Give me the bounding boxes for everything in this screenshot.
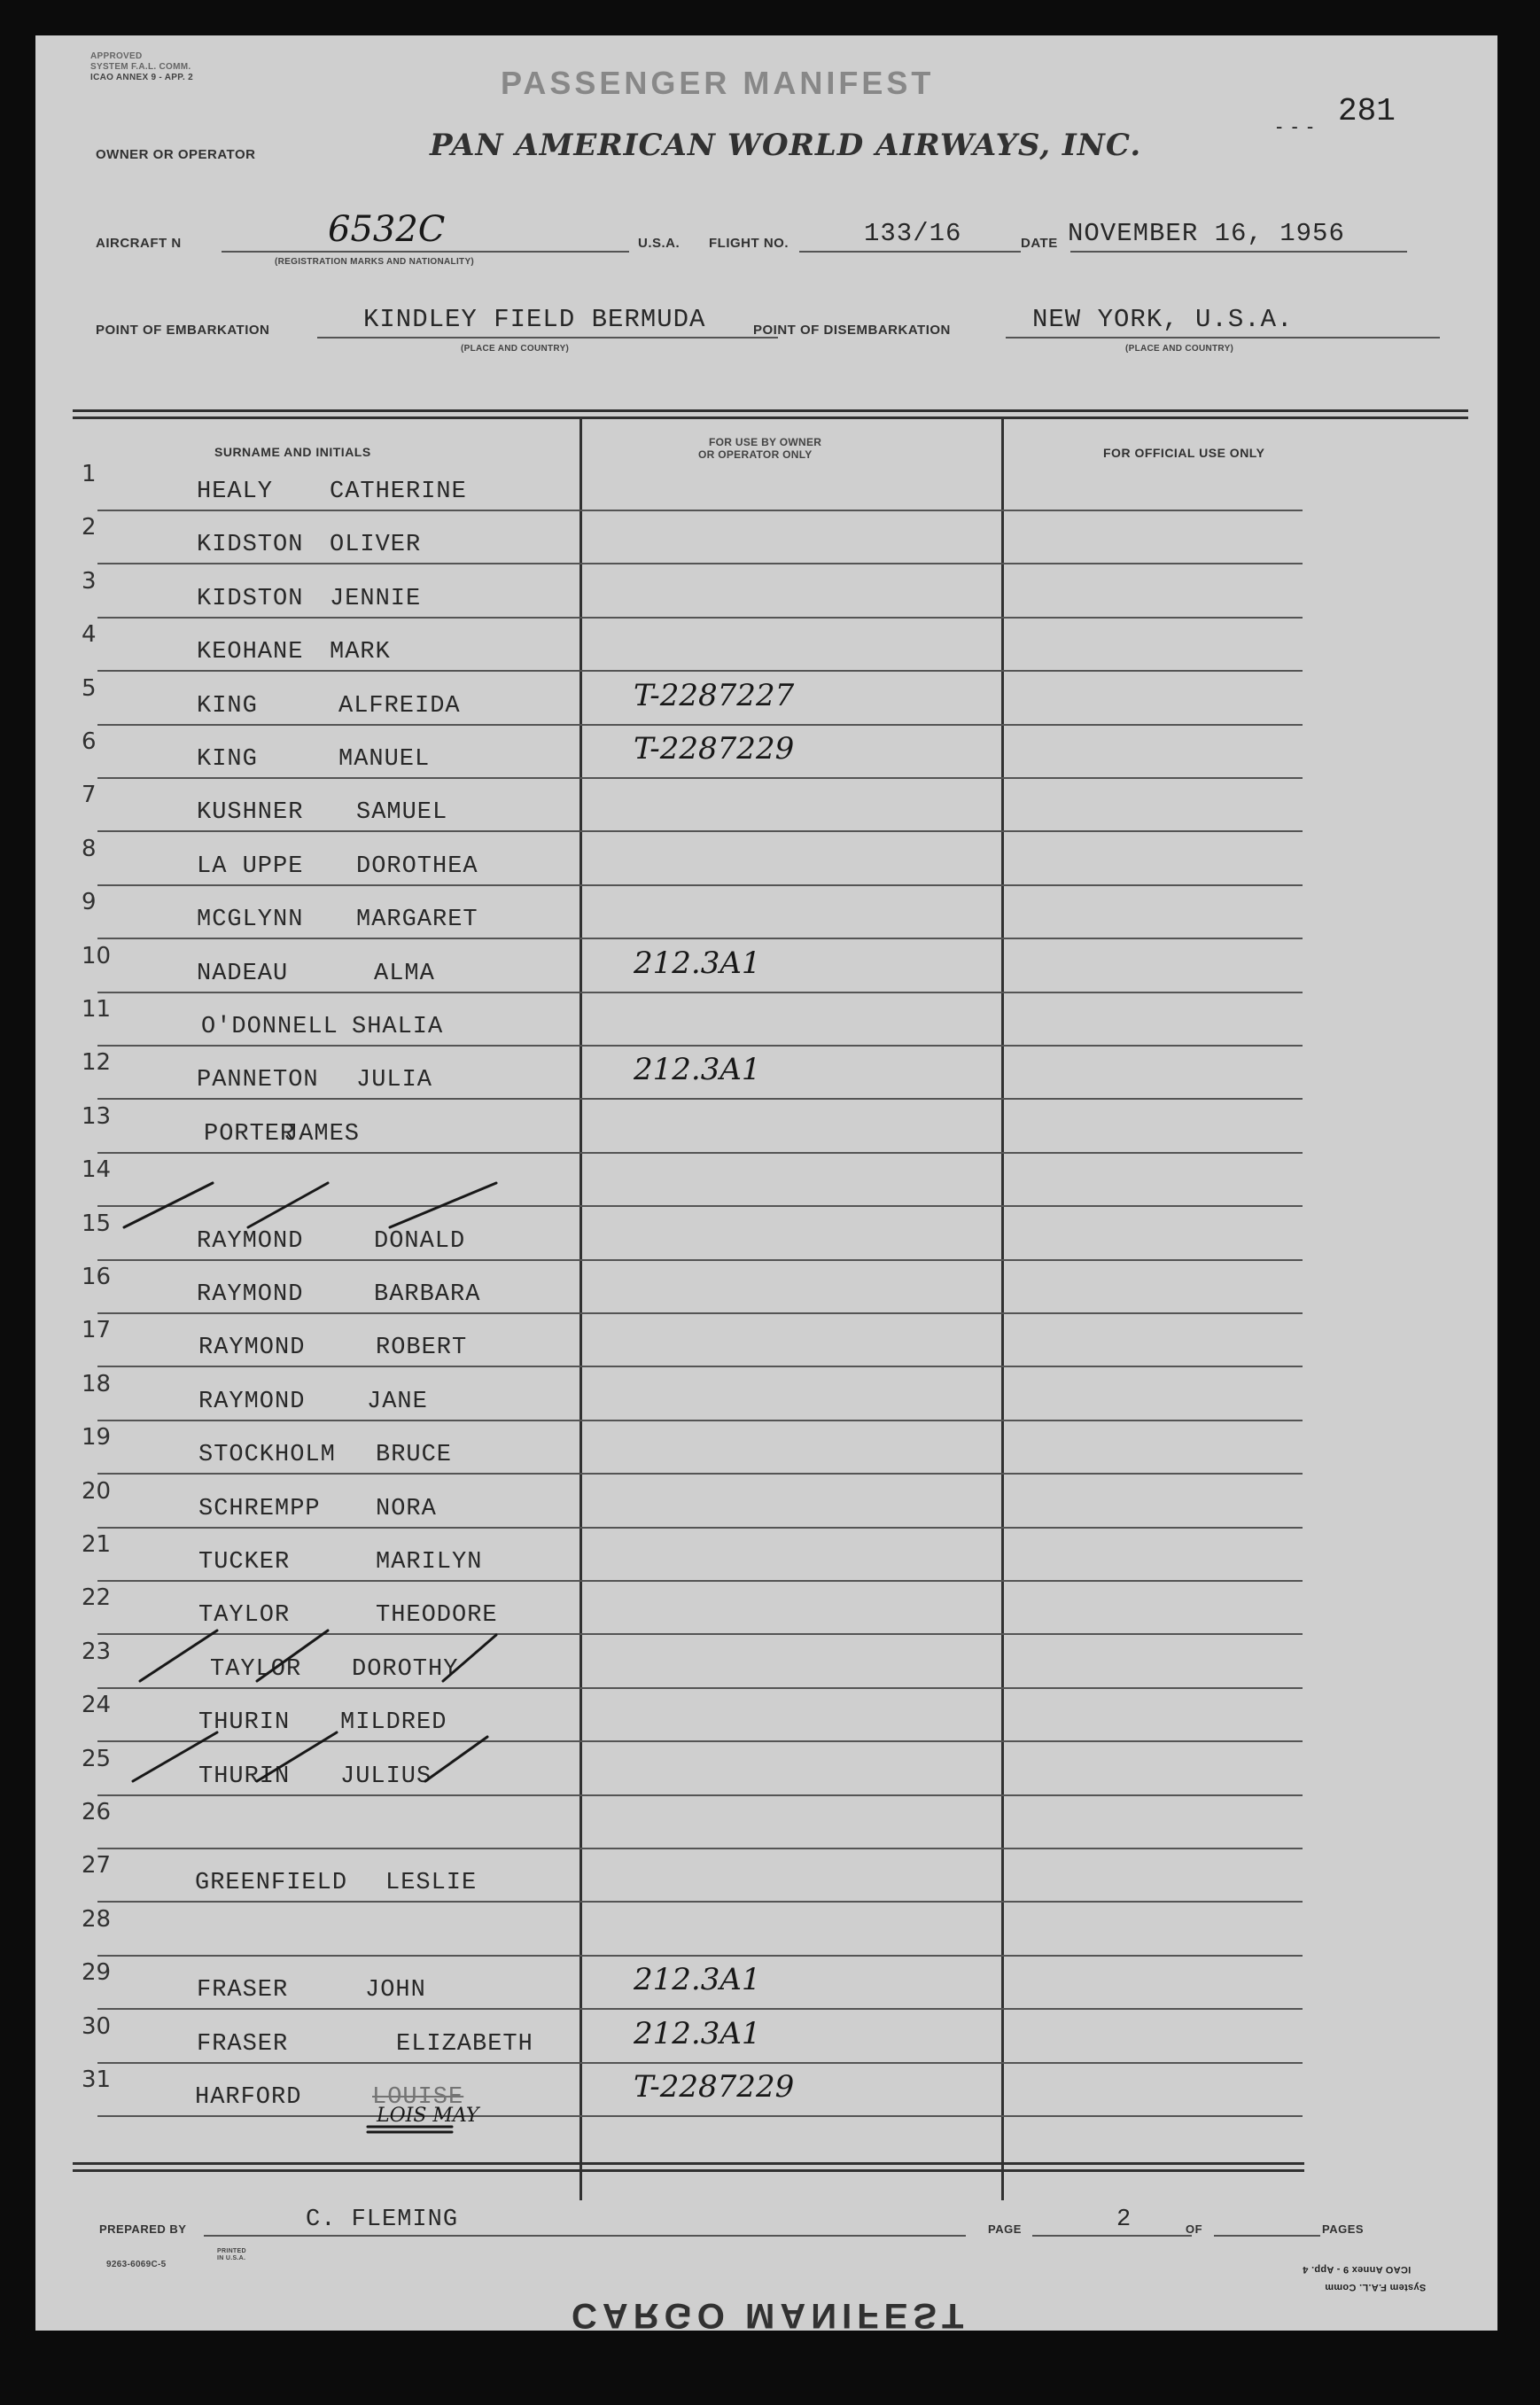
aircraft-caption: (REGISTRATION MARKS AND NATIONALITY) (275, 257, 475, 267)
slash-marks (35, 35, 1497, 2331)
passenger-surname: KEOHANE (197, 639, 304, 666)
row-number: 30 (82, 2012, 112, 2040)
row-number: 25 (82, 1745, 112, 1772)
disembark-value: NEW YORK, U.S.A. (1032, 305, 1294, 334)
date-value: NOVEMBER 16, 1956 (1068, 219, 1345, 248)
row31-correction: LOIS MAY (377, 2105, 479, 2127)
aircraft-value: 6532C (328, 209, 446, 250)
of-label: OF (1186, 2222, 1203, 2236)
row-number: 26 (82, 1799, 112, 1825)
operator-note: 212.3A1 (634, 945, 761, 981)
passenger-given-name: OLIVER (330, 532, 422, 559)
passenger-given-name: SHALIA (352, 1014, 444, 1040)
operator-note: 212.3A1 (634, 1962, 761, 1998)
passenger-given-name: BRUCE (376, 1442, 453, 1469)
row-number: 21 (82, 1531, 112, 1558)
passenger-surname: LA UPPE (197, 852, 304, 880)
row-number: 10 (82, 942, 112, 969)
passenger-given-name: MANUEL (338, 746, 431, 773)
passenger-surname: THURIN (198, 1763, 291, 1790)
operator-note: T-2287229 (634, 2069, 795, 2105)
flight-value: 133/16 (864, 219, 962, 248)
embark-value: KINDLEY FIELD BERMUDA (363, 305, 706, 334)
row-number: 14 (82, 1156, 112, 1184)
row-number: 6 (82, 728, 97, 755)
passenger-surname: FRASER (197, 2030, 289, 2058)
country-label: U.S.A. (638, 236, 681, 251)
prepared-label: PREPARED BY (99, 2222, 187, 2236)
prepared-value: C. FLEMING (306, 2207, 459, 2233)
passenger-given-name: ROBERT (376, 1335, 468, 1362)
row-number: 3 (82, 567, 97, 595)
col-owner-1: FOR USE BY OWNER (709, 436, 822, 448)
reverse-cargo-title: CARGO MANIFEST (572, 2296, 969, 2335)
printed-stamp: PRINTED IN U.S.A. (217, 2248, 246, 2261)
row-number: 27 (82, 1852, 112, 1880)
page-value: 2 (1116, 2207, 1132, 2233)
page-label: PAGE (988, 2222, 1022, 2236)
col-surname: SURNAME AND INITIALS (214, 445, 371, 459)
passenger-given-name: BARBARA (374, 1281, 481, 1308)
reverse-side-1: ICAO Annex 9 - App. 4 (1303, 2264, 1412, 2275)
disembark-label: POINT OF DISEMBARKATION (753, 323, 951, 338)
form-title: PASSENGER MANIFEST (501, 65, 935, 101)
passenger-surname: TUCKER (198, 1549, 291, 1576)
passenger-given-name: MILDRED (340, 1709, 447, 1737)
owner-label: OWNER OR OPERATOR (96, 147, 256, 162)
passenger-given-name: LOUISE (372, 2084, 464, 2111)
passenger-surname: GREENFIELD (195, 1870, 348, 1897)
passenger-surname: THURIN (198, 1709, 291, 1737)
row-number: 20 (82, 1477, 112, 1505)
passenger-given-name: NORA (376, 1495, 437, 1522)
row-number: 4 (82, 621, 97, 649)
col-official: FOR OFFICIAL USE ONLY (1103, 446, 1265, 460)
passenger-given-name: JENNIE (330, 585, 422, 612)
row-number: 23 (82, 1638, 112, 1665)
pages-label: PAGES (1322, 2222, 1365, 2236)
icao-line: ICAO ANNEX 9 - APP. 2 (90, 73, 193, 82)
passenger-given-name: JAMES (284, 1120, 361, 1148)
row-number: 24 (82, 1692, 112, 1719)
embark-label: POINT OF EMBARKATION (96, 323, 270, 338)
operator-note: T-2287229 (634, 731, 795, 767)
passenger-surname: KING (197, 692, 258, 720)
row-number: 15 (82, 1210, 112, 1237)
passenger-given-name: ALMA (374, 960, 435, 987)
passenger-surname: RAYMOND (197, 1281, 304, 1308)
passenger-given-name: DOROTHY (352, 1655, 459, 1683)
row-number: 12 (82, 1049, 112, 1077)
date-label: DATE (1021, 236, 1058, 251)
passenger-surname: MCGLYNN (197, 907, 304, 934)
passenger-surname: KIDSTON (197, 532, 304, 559)
page-dash: - - - (1276, 115, 1316, 137)
manifest-sheet (35, 35, 1497, 2335)
row-number: 31 (82, 2066, 112, 2093)
passenger-surname: HEALY (197, 479, 274, 505)
passenger-given-name: ALFREIDA (338, 692, 461, 720)
passenger-surname: NADEAU (197, 960, 289, 987)
passenger-given-name: MARGARET (356, 907, 478, 934)
passenger-given-name: JANE (367, 1388, 428, 1415)
row-number: 17 (82, 1317, 112, 1344)
passenger-surname: TAYLOR (210, 1655, 302, 1683)
passenger-surname: KUSHNER (197, 799, 304, 827)
passenger-given-name: ELIZABETH (396, 2030, 533, 2058)
passenger-surname: HARFORD (195, 2084, 302, 2111)
row-number: 29 (82, 1959, 112, 1987)
operator-note: 212.3A1 (634, 2015, 761, 2051)
approved-stamp: APPROVED (90, 51, 143, 61)
row-number: 16 (82, 1264, 112, 1290)
passenger-given-name: MARK (330, 639, 391, 666)
passenger-surname: PANNETON (197, 1067, 319, 1094)
flight-label: FLIGHT NO. (709, 236, 789, 251)
passenger-surname: RAYMOND (198, 1335, 306, 1362)
row-number: 5 (82, 674, 97, 702)
aircraft-label: AIRCRAFT N (96, 236, 182, 251)
passenger-surname: FRASER (197, 1977, 289, 2004)
system-line: SYSTEM F.A.L. COMM. (90, 62, 191, 72)
row-number: 28 (82, 1905, 112, 1933)
row-number: 18 (82, 1370, 112, 1397)
passenger-given-name: DONALD (374, 1227, 466, 1255)
operator-note: 212.3A1 (634, 1052, 761, 1088)
passenger-given-name: DOROTHEA (356, 852, 478, 880)
row-number: 13 (82, 1102, 112, 1130)
passenger-given-name: MARILYN (376, 1549, 483, 1576)
owner-value: PAN AMERICAN WORLD AIRWAYS, INC. (430, 128, 1142, 163)
row-number: 1 (82, 461, 97, 487)
passenger-given-name: CATHERINE (330, 479, 467, 505)
passenger-given-name: JULIUS (340, 1763, 432, 1790)
reverse-side-2: System F.A.L. Comm (1325, 2282, 1427, 2292)
row-number: 22 (82, 1584, 112, 1612)
row-number: 19 (82, 1424, 112, 1452)
embark-caption: (PLACE AND COUNTRY) (461, 344, 570, 354)
passenger-given-name: THEODORE (376, 1602, 498, 1630)
passenger-surname: PORTER (204, 1120, 296, 1148)
col-owner-2: OR OPERATOR ONLY (698, 448, 813, 461)
passenger-given-name: LESLIE (385, 1870, 478, 1897)
disembark-caption: (PLACE AND COUNTRY) (1125, 344, 1234, 354)
operator-note: T-2287227 (634, 677, 795, 713)
row-number: 9 (82, 889, 97, 916)
passenger-given-name: SAMUEL (356, 799, 448, 827)
passenger-surname: STOCKHOLM (198, 1442, 336, 1469)
passenger-surname: O'DONNELL (201, 1014, 338, 1040)
row-number: 8 (82, 835, 97, 862)
row-number: 2 (82, 514, 97, 541)
row-number: 11 (82, 996, 112, 1023)
passenger-given-name: JULIA (356, 1067, 433, 1094)
passenger-surname: RAYMOND (197, 1227, 304, 1255)
passenger-surname: TAYLOR (198, 1602, 291, 1630)
row-number: 7 (82, 782, 97, 809)
page-number: 281 (1338, 93, 1396, 129)
passenger-surname: SCHREMPP (198, 1495, 321, 1522)
passenger-surname: KING (197, 746, 258, 773)
form-number: 9263-6069C-5 (106, 2260, 167, 2269)
passenger-surname: RAYMOND (198, 1388, 306, 1415)
passenger-given-name: JOHN (365, 1977, 426, 2004)
passenger-surname: KIDSTON (197, 585, 304, 612)
